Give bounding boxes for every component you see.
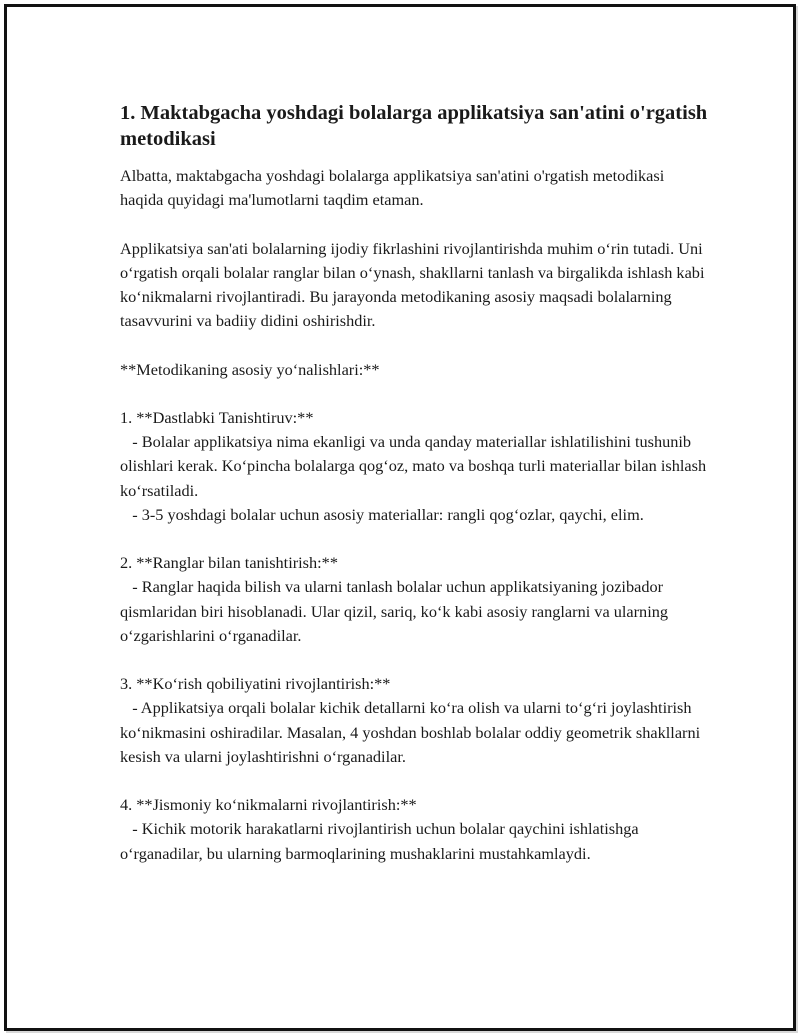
list-item-1: 1. **Dastlabki Tanishtiruv:** - Bolalar applikatsiya nima ekanligi va unda qanday materiallar ishlatilishini tushunib olishlari kerak. Ko‘pincha bolalarga qog‘oz, mato va boshqa turli materiallar bilan ishlash ko‘rsatiladi. - 3-5 yoshdagi bolalar uchun asosiy materiallar: rangli qog‘ozlar, qaychi, elim. <box>120 407 707 524</box>
list-item-3: 3. **Ko‘rish qobiliyatini rivojlantirish:** - Applikatsiya orqali bolalar kichik detallarni ko‘ra olish va ularni to‘g‘ri joylashtirish ko‘nikmasini oshiradilar. Masalan, 4 yoshdan boshlab bolalar oddiy geometrik shakllarni kesish va ularni joylashtirishni o‘rganadilar. <box>120 674 701 766</box>
document-title: 1. Maktabgacha yoshdagi bolalarga applikatsiya san'atini o'rgatish metodikasi <box>120 102 708 150</box>
section-heading: **Metodikaning asosiy yo‘nalishlari:** <box>120 359 380 379</box>
document-content <box>120 100 710 866</box>
list-item-4: 4. **Jismoniy ko‘nikmalarni rivojlantirish:** - Kichik motorik harakatlarni rivojlantirish uchun bolalar qaychini ishlatishga o‘rganadilar, bu ularning barmoqlarining mushaklarini mustahkamlaydi. <box>120 795 639 863</box>
overview-paragraph: Applikatsiya san'ati bolalarning ijodiy fikrlashini rivojlantirishda muhim o‘rin tutadi. Uni o‘rgatish orqali bolalar ranglar bilan o‘ynash, shakllarni tanlash va birgalikda ishlash kabi ko‘nikmalarni rivojlantiradi. Bu jarayonda metodikaning asosiy maqsadi bolalarning tasavvurini va badiiy didini oshirishdir. <box>120 238 709 331</box>
document-page <box>4 4 796 1031</box>
list-item-2: 2. **Ranglar bilan tanishtirish:** - Ranglar haqida bilish va ularni tanlash bolalar uchun applikatsiyaning jozibador qismlaridan biri hisoblanadi. Ular qizil, sariq, ko‘k kabi asosiy ranglarni va ularning o‘zgarishlarini o‘rganadilar. <box>120 553 669 645</box>
intro-paragraph: Albatta, maktabgacha yoshdagi bolalarga applikatsiya san'atini o'rgatish metodikasi haqida quyidagi ma'lumotlarni taqdim etaman. <box>120 166 669 210</box>
